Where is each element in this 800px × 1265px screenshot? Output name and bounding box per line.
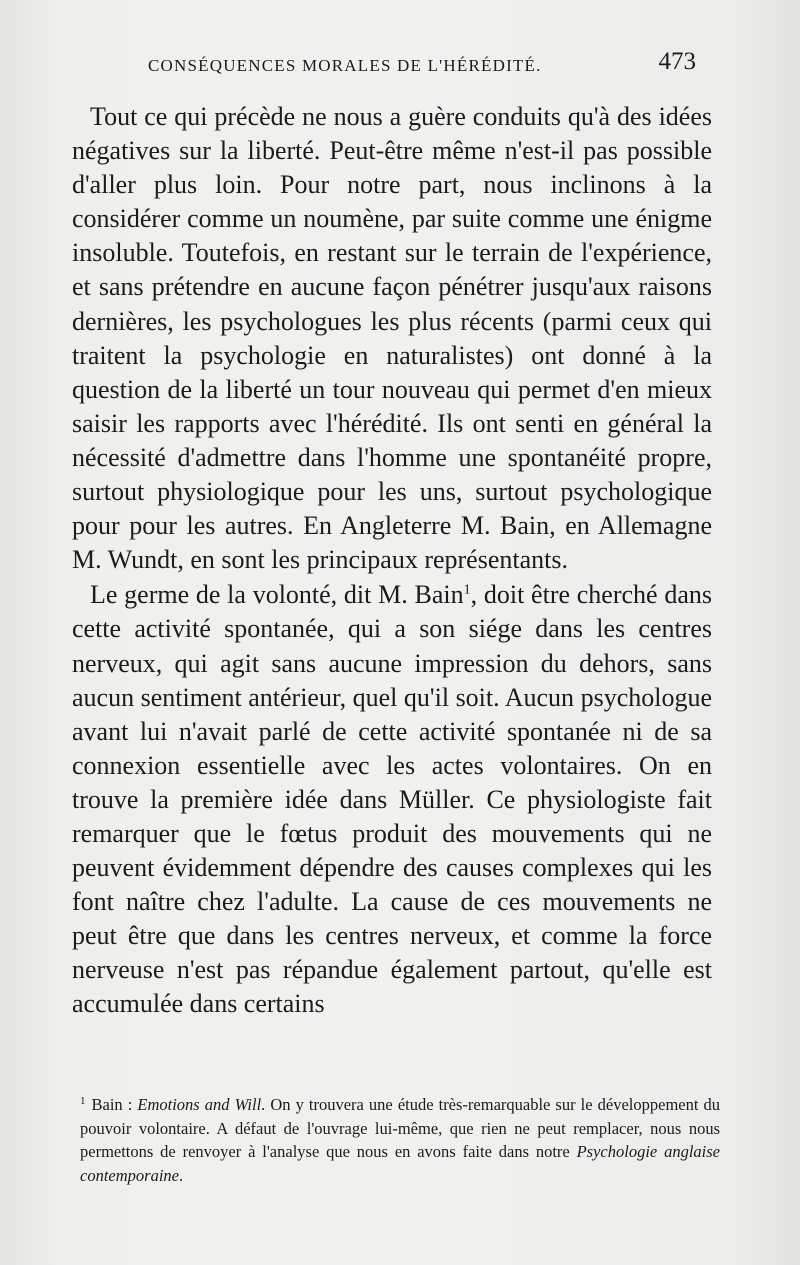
body-text xyxy=(72,100,712,1022)
running-head xyxy=(148,48,708,86)
paragraph-2-start: Le germe de la volonté, dit M. Bain xyxy=(90,580,464,610)
footnote-number: 1 xyxy=(80,1094,86,1107)
paragraph-2 xyxy=(72,578,712,1021)
paragraph-2-rest: , doit être cherché dans cette activité spontanée, qui a son siége dans les centres nerveux, qui agit sans aucune impression du dehors, sans aucun sentiment antérieur, quel qu'il soit. Aucun psychologue avant lui n'avait parlé de cette activité spontanée ni de sa connexion essentielle avec les actes volontaires. On en trouve la première idée dans Müller. Ce physiologiste fait remarquer que le fœtus produit des mouvements qui ne peuvent évidemment dépendre des causes complexes qui les font naître chez l'adulte. La cause de ces mouvements ne peut être que dans les centres nerveux, et comme la force nerveuse n'est pas répandue également partout, qu'elle est accumulée dans certains xyxy=(72,580,712,1019)
footnote-book-title: Psychologie anglaise contemporaine xyxy=(80,1142,720,1185)
running-head-title: CONSÉQUENCES MORALES DE L'HÉRÉDITÉ. xyxy=(148,56,542,75)
footnote xyxy=(80,1093,720,1187)
footnote-reference[interactable]: 1 xyxy=(463,582,471,598)
page-number: 473 xyxy=(658,48,696,75)
footnote-middle: . On y trouvera une étude très-remarquable sur le développement du pouvoir volontaire. A défaut de l'ouvrage lui-même, que rien ne peut remplacer, nous nous permettons de renvoyer à l'analyse que nous en avons faite dans notre xyxy=(80,1095,720,1161)
paragraph-1: Tout ce qui précède ne nous a guère conduits qu'à des idées négatives sur la liberté. Peut-être même n'est-il pas possible d'aller plus loin. Pour notre part, nous inclinons à la considérer comme un noumène, par suite comme une énigme insoluble. Toutefois, en restant sur le terrain de l'expérience, et sans prétendre en aucune façon pénétrer jusqu'aux raisons dernières, les psychologues les plus récents (parmi ceux qui traitent la psychologie en naturalistes) ont donné à la question de la liberté un tour nouveau qui permet d'en mieux saisir les rapports avec l'hérédité. Ils ont senti en général la nécessité d'admettre dans l'homme une spontanéité propre, surtout physiologique pour les uns, surtout psychologique pour pour les autres. En Angleterre M. Bain, en Allemagne M. Wundt, en sont les principaux représentants. xyxy=(72,102,712,575)
footnote-end: . xyxy=(178,1165,184,1185)
footnote-work-title: Emotions and Will xyxy=(137,1095,262,1114)
footnote-lead: Bain : xyxy=(91,1095,138,1114)
